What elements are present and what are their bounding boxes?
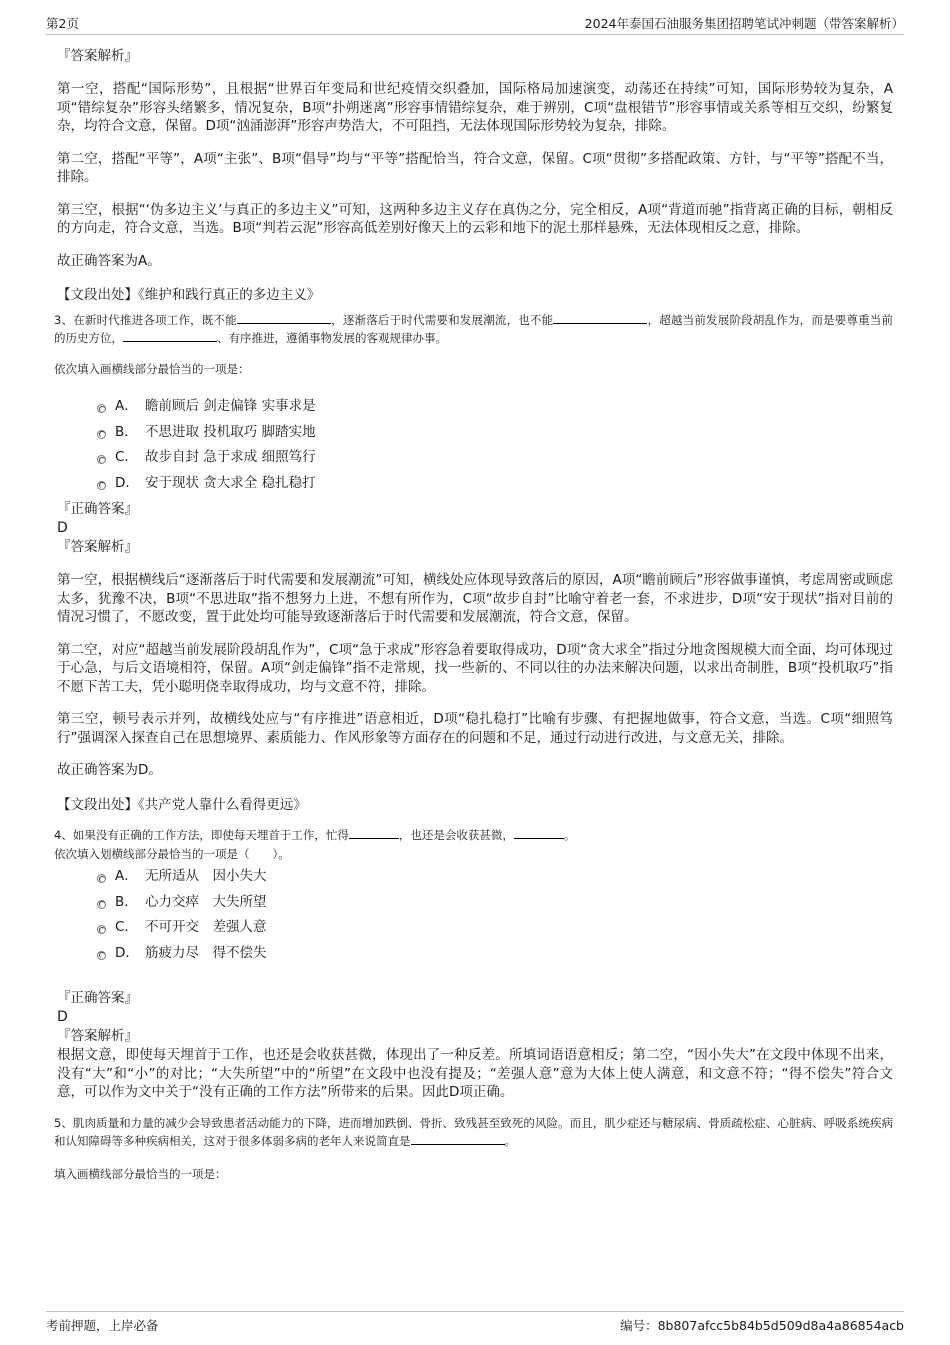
q4-analysis-label: 『答案解析』 bbox=[57, 1028, 138, 1044]
footer-slogan: 考前押题，上岸必备 bbox=[46, 1318, 159, 1333]
q3-analysis-p2: 第二空，对应“超越当前发展阶段胡乱作为”，C项“急于求成”形容急着要取得成功，D项“贪大求全”指过分地贪图规模大而全面，均可体现过于心急，与后文语境相符，保留。A项“剑走偏锋”指不走常规，找一些新的、不同以往的办法来解决问题，以求出奇制胜，B项“投机取巧”指不愿下苦工夫，凭小聪明侥幸取得成功，均与文意不符，排除。 bbox=[57, 641, 893, 695]
q5-stem: 5、肌肉质量和力量的减少会导致患者活动能力的下降，进而增加跌倒、骨折、致残甚至致死的风险。而且，肌少症还与糖尿病、骨质疏松症、心脏病、呼吸系统疾病和认知障碍等多种疾病相关，这对于很多体弱多病的老年人来说简直是 。 bbox=[54, 1115, 893, 1148]
radio-icon[interactable] bbox=[97, 481, 106, 490]
q2-source: 【文段出处】《维护和践行真正的多边主义》 bbox=[57, 287, 321, 303]
page-header bbox=[46, 12, 904, 35]
q4-answer: D bbox=[57, 1009, 68, 1025]
q3-option-a[interactable]: A． 瞻前顾后 剑走偏锋 实事求是 bbox=[57, 395, 893, 421]
blank-2 bbox=[553, 311, 647, 324]
q3-analysis-p3: 第三空，顿号表示并列，故横线处应与“有序推进”语意相近，D项“稳扎稳打”比喻有步骤、有把握地做事，符合文意，当选。C项“细照笃行”强调深入探查自己在思想境界、素质能力、作风形象等方面存在的问题和不足，通过行动进行改进，与文意无关，排除。 bbox=[57, 711, 893, 746]
document-code: 编号：8b807afcc5b84b5d509d8a4a86854acb bbox=[620, 1318, 904, 1333]
q4-stem: 4、如果没有正确的工作方法，即使每天埋首于工作，忙得 ，也还是会收获甚微， 。 bbox=[54, 828, 576, 842]
q4-option-c[interactable]: C． 不可开交 差强人意 bbox=[57, 916, 893, 942]
q3-prompt: 依次填入画横线部分最恰当的一项是： bbox=[54, 361, 250, 376]
radio-icon[interactable] bbox=[97, 404, 106, 413]
q4-correct-label: 『正确答案』 bbox=[57, 990, 138, 1006]
radio-icon[interactable] bbox=[97, 455, 106, 464]
q3-analysis-label: 『答案解析』 bbox=[57, 539, 138, 555]
q3-source: 【文段出处】《共产党人靠什么看得更远》 bbox=[57, 796, 307, 813]
q2-analysis-label: 『答案解析』 bbox=[57, 48, 138, 64]
q3-options bbox=[57, 395, 893, 497]
radio-icon[interactable] bbox=[97, 900, 106, 909]
q4-option-a[interactable]: A． 无所适从 因小失大 bbox=[57, 865, 893, 891]
q3-conclusion: 故正确答案为D。 bbox=[57, 762, 162, 778]
q3-analysis-p1: 第一空，根据横线后“逐渐落后于时代需要和发展潮流”可知，横线处应体现导致落后的原因，A项“瞻前顾后”形容做事谨慎，考虑周密或顾虑太多，犹豫不决，B项“不思进取”指不想努力上进，不想有所作为，C项“故步自封”比喻守着老一套，不求进步，D项“安于现状”指对目前的情况习惯了，不愿改变，置于此处均可能导致逐渐落后于时代需要和发展潮流，符合文意，保留。 bbox=[57, 572, 893, 625]
q3-option-d[interactable]: D． 安于现状 贪大求全 稳扎稳打 bbox=[57, 472, 893, 498]
q3-answer: D bbox=[57, 520, 68, 536]
radio-icon[interactable] bbox=[97, 430, 106, 439]
q2-analysis-p1: 第一空，搭配“国际形势”，且根据“世界百年变局和世纪疫情交织叠加，国际格局加速演变，动荡还在持续”可知，国际形势较为复杂，A项“错综复杂”形容头绪繁多，情况复杂，B项“扑朔迷离”形容事情错综复杂，难于辨别，C项“盘根错节”形容事情或关系等相互交织，纷繁复杂，均符合文意，保留。D项“汹涌澎湃”形容声势浩大，不可阻挡，无法体现国际形势较为复杂，排除。 bbox=[57, 81, 893, 134]
blank-1 bbox=[349, 826, 399, 839]
radio-icon[interactable] bbox=[97, 874, 106, 883]
radio-icon[interactable] bbox=[97, 951, 106, 960]
blank-1 bbox=[237, 311, 331, 324]
q2-analysis-p3: 第三空，根据“‘伪多边主义’与真正的多边主义”可知，这两种多边主义存在真伪之分，完全相反，A项“背道而驰”指背离正确的目标，朝相反的方向走，符合文意，当选。B项“判若云泥”形容高低差别好像天上的云彩和地下的泥土那样悬殊，无法体现相反之意，排除。 bbox=[57, 201, 893, 236]
q4-option-d[interactable]: D． 筋疲力尽 得不偿失 bbox=[57, 942, 893, 968]
q4-option-b[interactable]: B． 心力交瘁 大失所望 bbox=[57, 891, 893, 917]
q4-analysis: 根据文意，即使每天埋首于工作，也还是会收获甚微，体现出了一种反差。所填词语语意相反；第二空，“因小失大”在文段中体现不出来，没有“大”和“小”的对比；“大失所望”中的“所望”在文段中也没有提及；“差强人意”意为大体上使人满意，和文意不符；“得不偿失”符合文意，可以作为文中关于“没有正确的工作方法”所带来的后果。因此D项正确。 bbox=[57, 1047, 893, 1100]
blank-2 bbox=[514, 826, 564, 839]
q3-correct-label: 『正确答案』 bbox=[57, 501, 138, 517]
radio-icon[interactable] bbox=[97, 925, 106, 934]
page-number: 第2页 bbox=[46, 16, 79, 31]
blank-1 bbox=[411, 1132, 505, 1145]
page-content bbox=[54, 44, 893, 1183]
page-footer bbox=[46, 1311, 904, 1336]
q4-options bbox=[57, 865, 893, 967]
document-title: 2024年泰国石油服务集团招聘笔试冲刺题（带答案解析） bbox=[584, 16, 904, 31]
q3-stem: 3、在新时代推进各项工作，既不能 ，逐渐落后于时代需要和发展潮流，也不能 ，超越当前发展阶段胡乱作为，而是要尊重当前的历史方位， 、有序推进，遵循事物发展的客观规律办事。 bbox=[54, 312, 893, 345]
q2-conclusion: 故正确答案为A。 bbox=[57, 252, 161, 269]
blank-3 bbox=[123, 329, 217, 342]
q4-prompt: 依次填入划横线部分最恰当的一项是（ ）。 bbox=[54, 846, 290, 861]
q2-analysis-p2: 第二空，搭配“平等”，A项“主张”、B项“倡导”均与“平等”搭配恰当，符合文意，保留。C项“贯彻”多搭配政策、方针，与“平等”搭配不当，排除。 bbox=[57, 150, 893, 185]
q3-option-c[interactable]: C． 故步自封 急于求成 细照笃行 bbox=[57, 446, 893, 472]
q3-option-b[interactable]: B． 不思进取 投机取巧 脚踏实地 bbox=[57, 421, 893, 447]
q5-prompt: 填入画横线部分最恰当的一项是： bbox=[54, 1166, 227, 1181]
